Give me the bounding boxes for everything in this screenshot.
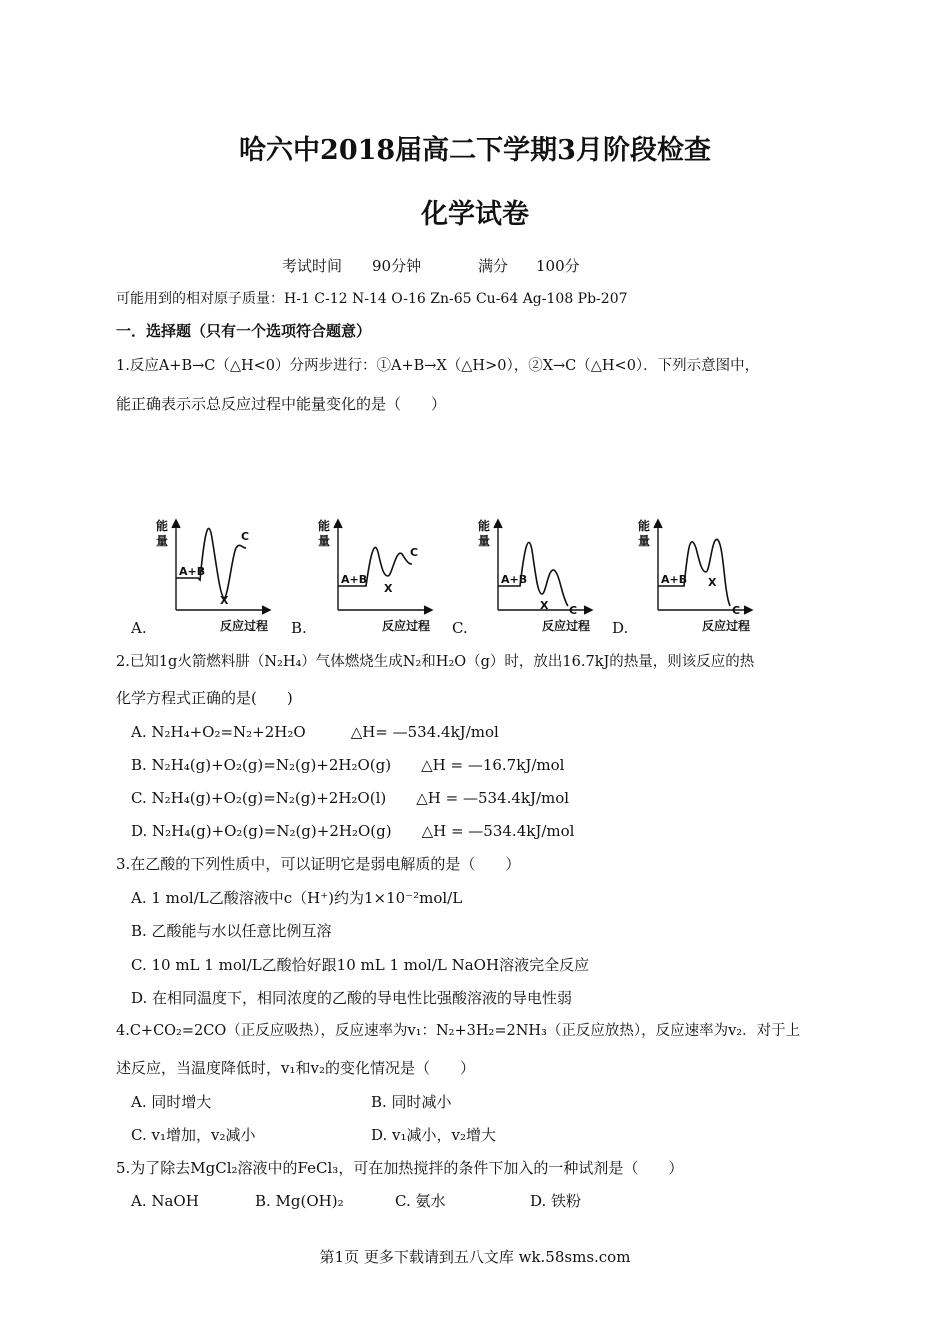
axes [334, 520, 432, 614]
reactant-label: A+B [179, 565, 206, 578]
energy-diagram-c [472, 518, 597, 636]
product-label: C [732, 604, 741, 617]
y-axis-label: 量 [318, 534, 331, 548]
q2-option-b: B. N₂H₄(g)+O₂(g)=N₂(g)+2H₂O(g) △H = —16.7kJ/mol [131, 756, 565, 774]
product-label: C [241, 530, 250, 543]
energy-diagram-d [632, 518, 757, 636]
axes [654, 520, 752, 614]
q3-option-b: B. 乙酸能与水以任意比例互溶 [131, 922, 332, 940]
q3-option-a: A. 1 mol/L乙酸溶液中c（H⁺)约为1×10⁻²mol/L [131, 889, 463, 907]
intermediate-label: X [540, 599, 549, 612]
x-axis-label: 反应过程 [542, 619, 591, 633]
q3-option-d: D. 在相同温度下，相同浓度的乙酸的导电性比强酸溶液的导电性弱 [131, 989, 573, 1007]
q4-option-b: B. 同时减小 [371, 1093, 452, 1111]
y-axis-label: 能 [318, 519, 331, 533]
intermediate-label: X [708, 576, 717, 589]
q1-option-c: C. [452, 619, 468, 637]
q4-option-d: D. v₁减小，v₂增大 [371, 1126, 497, 1144]
exam-time-value: 90分钟 [372, 257, 422, 275]
energy-diagram-a [150, 518, 275, 636]
q5-option-c: C. 氨水 [395, 1192, 446, 1210]
reactant-label: A+B [501, 573, 528, 586]
q1-stem-line2: 能正确表示示总反应过程中能量变化的是（ ） [116, 395, 447, 413]
y-axis-label: 量 [156, 534, 169, 548]
q2-stem-line1: 2.已知1g火箭燃料肼（N₂H₄）气体燃烧生成N₂和H₂O（g）时，放出16.7kJ的热量，则该反应的热 [116, 654, 755, 670]
page-footer: 第1页 更多下载请到五八文库 wk.58sms.com [319, 1248, 631, 1266]
q2-option-c: C. N₂H₄(g)+O₂(g)=N₂(g)+2H₂O(l) △H = —534.4kJ/mol [131, 789, 570, 807]
product-label: C [569, 604, 578, 617]
q3-option-c: C. 10 mL 1 mol/L乙酸恰好跟10 mL 1 mol/L NaOH溶液完全反应 [131, 956, 590, 974]
product-label: C [410, 546, 419, 559]
intermediate-label: X [220, 594, 229, 607]
energy-diagram-b [312, 518, 437, 636]
y-axis-label: 能 [638, 519, 651, 533]
q3-stem: 3.在乙酸的下列性质中，可以证明它是弱电解质的是（ ） [116, 855, 521, 873]
reactant-label: A+B [661, 573, 688, 586]
x-axis-label: 反应过程 [702, 619, 751, 633]
y-axis-label: 量 [478, 534, 491, 548]
q4-stem-line1: 4.C+CO₂=2CO（正反应吸热），反应速率为v₁：N₂+3H₂=2NH₃（正反应放热），反应速率为v₂．对于上 [116, 1023, 801, 1039]
page-subtitle: 化学试卷 [421, 199, 529, 230]
section-heading: 一．选择题（只有一个选项符合题意） [116, 322, 372, 340]
q5-option-b: B. Mg(OH)₂ [255, 1192, 344, 1210]
page-title: 哈六中2018届高二下学期3月阶段检查 [239, 135, 711, 166]
q2-option-d: D. N₂H₄(g)+O₂(g)=N₂(g)+2H₂O(g) △H = —534.4kJ/mol [131, 822, 575, 840]
y-axis-label: 量 [638, 534, 651, 548]
q2-stem-line2: 化学方程式正确的是( ) [116, 689, 293, 707]
q1-option-d: D. [612, 619, 629, 637]
q4-option-a: A. 同时增大 [131, 1093, 212, 1111]
q2-option-a: A. N₂H₄+O₂=N₂+2H₂O △H= —534.4kJ/mol [131, 723, 499, 741]
x-axis-label: 反应过程 [382, 619, 431, 633]
q5-option-a: A. NaOH [131, 1192, 199, 1210]
exam-time-label: 考试时间 [282, 257, 343, 275]
q5-option-d: D. 铁粉 [530, 1192, 582, 1210]
q4-option-c: C. v₁增加，v₂减小 [131, 1126, 256, 1144]
full-score-value: 100分 [536, 257, 580, 275]
q4-stem-line2: 述反应，当温度降低时，v₁和v₂的变化情况是（ ） [116, 1059, 475, 1077]
q1-stem-line1: 1.反应A+B→C（△H<0）分两步进行：①A+B→X（△H>0），②X→C（△H<0）．下列示意图中， [116, 358, 760, 374]
q5-stem: 5.为了除去MgCl₂溶液中的FeCl₃，可在加热搅拌的条件下加入的一种试剂是（ ） [116, 1159, 684, 1177]
reactant-label: A+B [341, 573, 368, 586]
full-score-label: 满分 [478, 257, 509, 275]
intermediate-label: X [384, 582, 393, 595]
q1-option-a: A. [131, 619, 147, 637]
y-axis-label: 能 [156, 519, 169, 533]
x-axis-label: 反应过程 [220, 619, 269, 633]
atomic-masses: 可能用到的相对原子质量：H-1 C-12 N-14 O-16 Zn-65 Cu-64 Ag-108 Pb-207 [116, 291, 628, 307]
q1-option-b: B. [291, 619, 307, 637]
y-axis-label: 能 [478, 519, 491, 533]
energy-curve [176, 528, 246, 598]
